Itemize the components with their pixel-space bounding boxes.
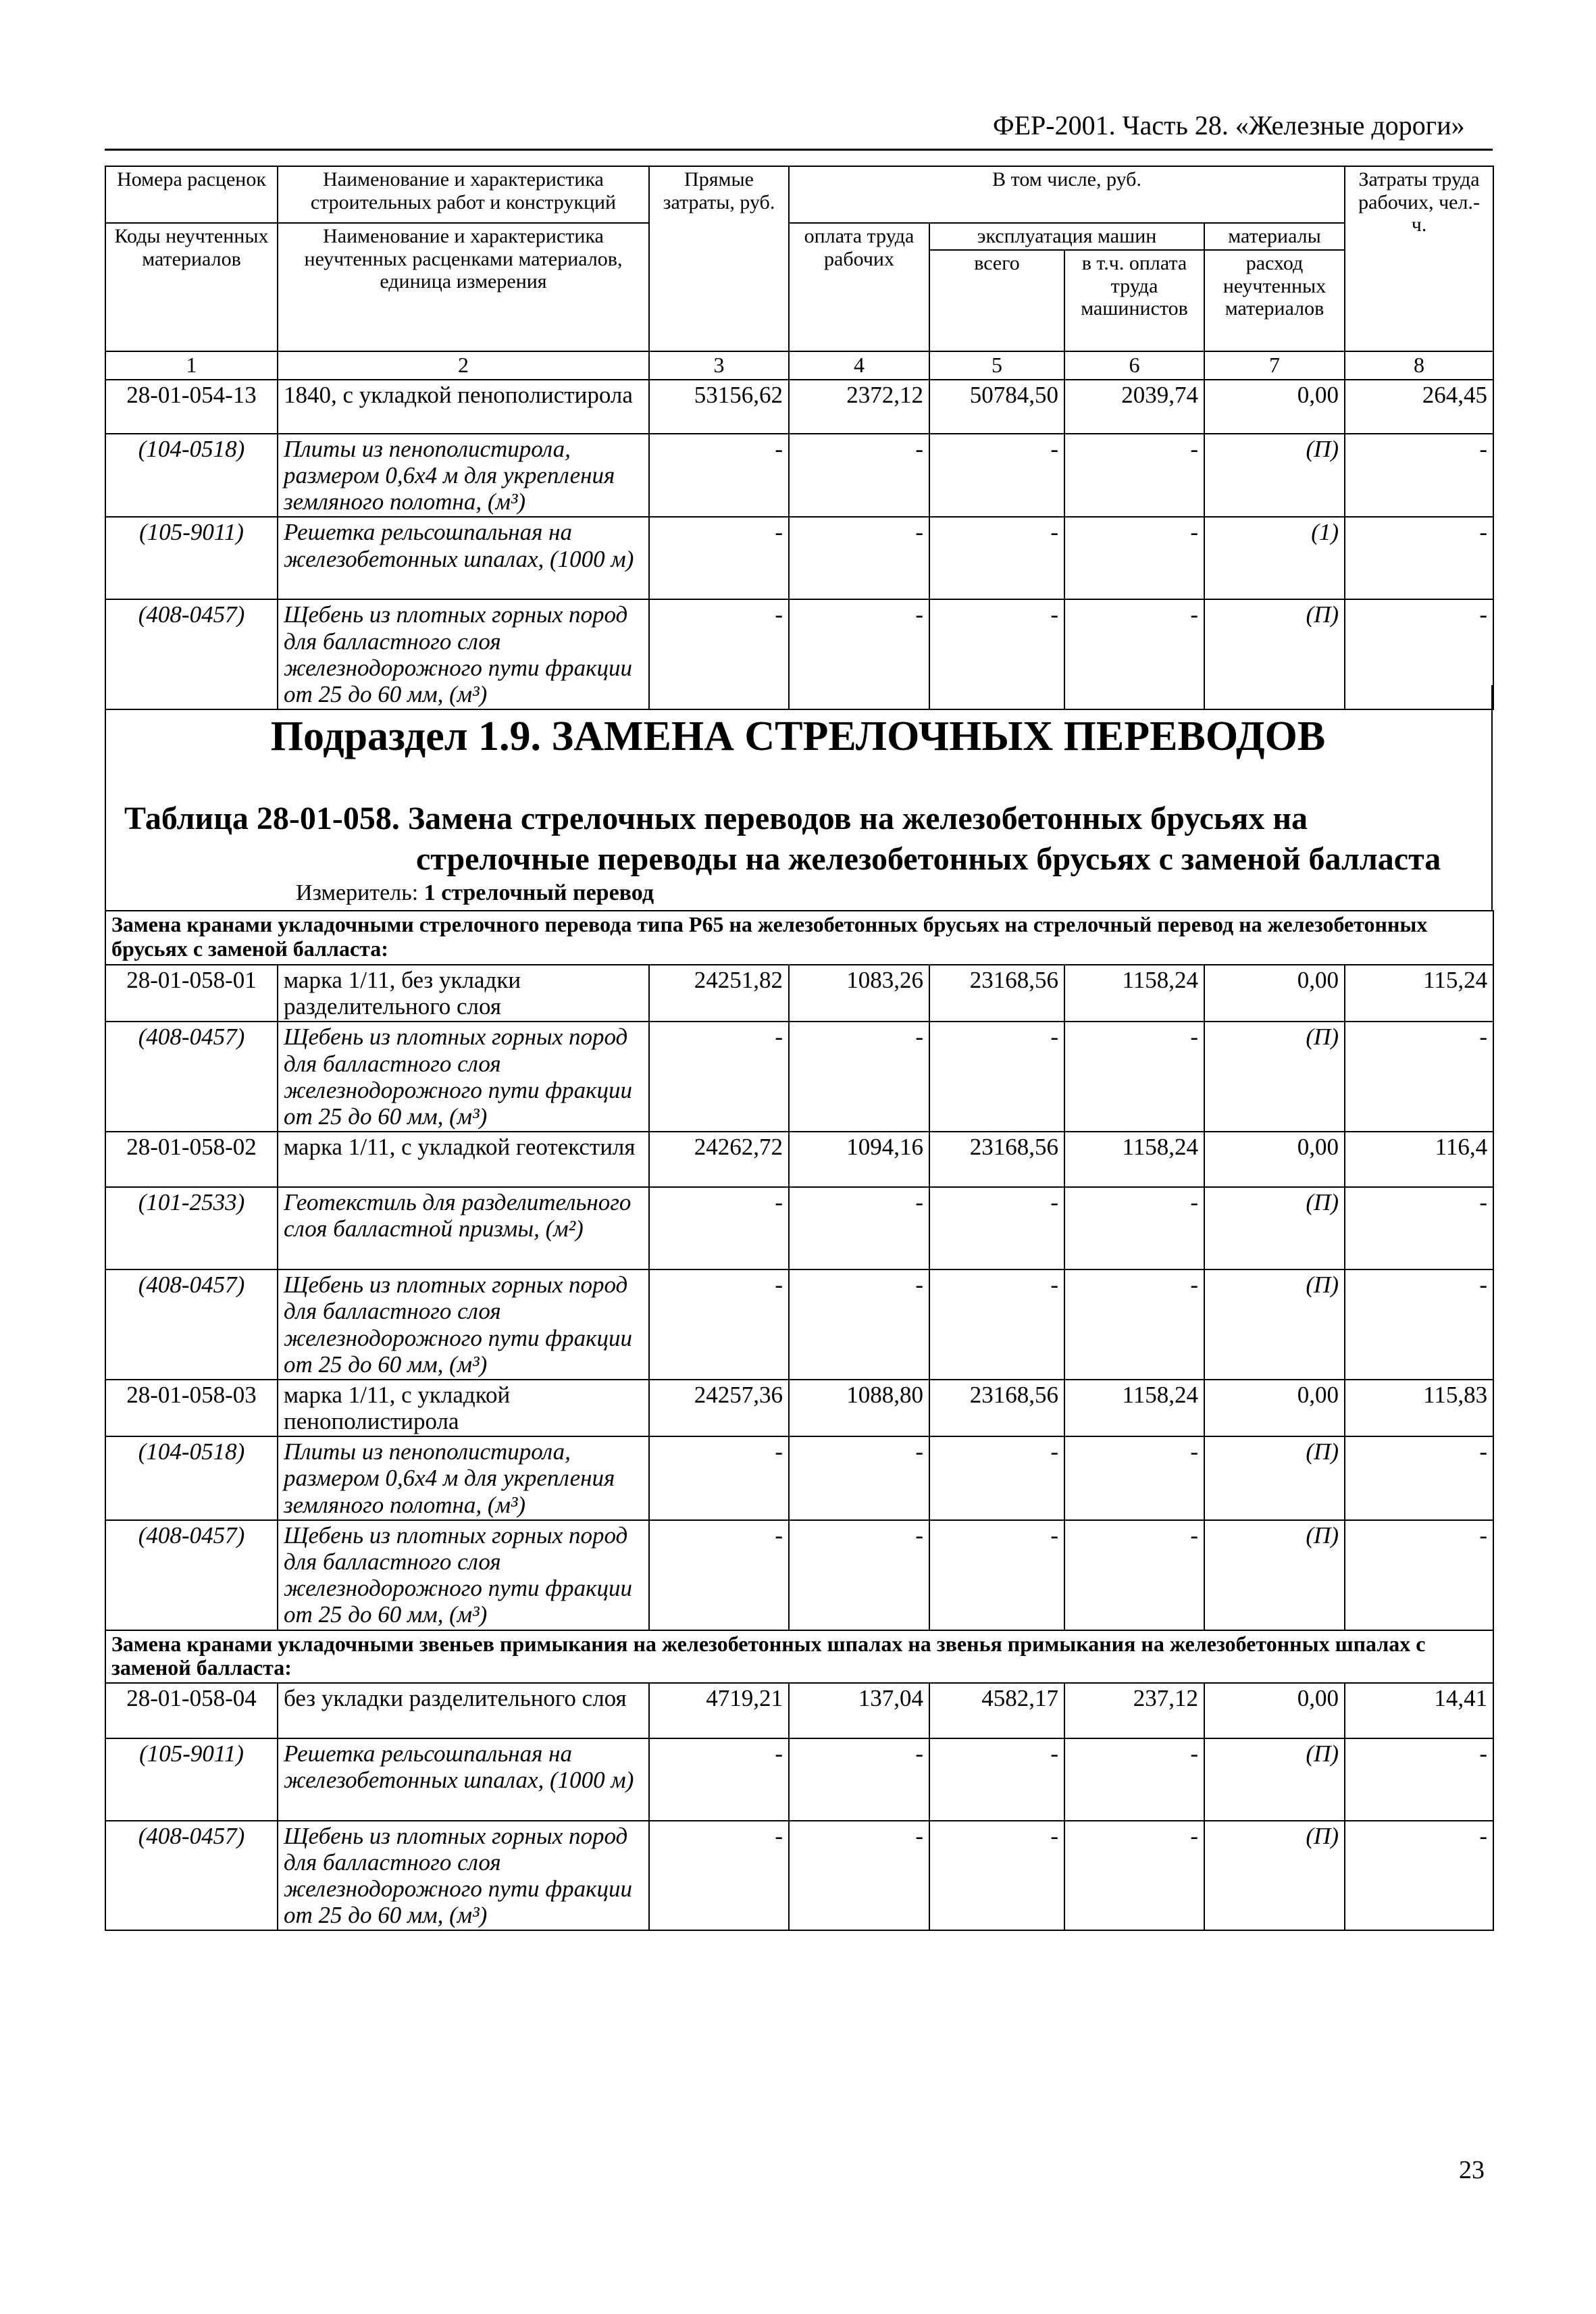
dash: -: [1064, 1187, 1204, 1269]
worker-pay: 1088,80: [789, 1380, 929, 1436]
dash: -: [929, 1436, 1064, 1520]
material-row: [105, 1738, 1493, 1821]
dash: -: [1064, 599, 1204, 709]
category-title: Замена кранами укладочными звеньев примыкания на железобетонных шпалах на звенья примыкания на железобетонных шпалах с заменой балласта:: [105, 1630, 1493, 1683]
dash: -: [649, 599, 789, 709]
rate-name: без укладки разделительного слоя: [278, 1683, 649, 1738]
header-worker-pay: оплата труда рабочих: [789, 223, 929, 351]
dash: -: [789, 1187, 929, 1269]
worker-pay: 137,04: [789, 1683, 929, 1738]
dash: -: [649, 1738, 789, 1821]
machinist-pay: 1158,24: [1064, 965, 1204, 1022]
material-name: Щебень из плотных горных пород для балластного слоя железнодорожного пути фракции от 25 до 60 мм, (м³): [278, 1520, 649, 1630]
header-unaccounted-materials: расход неучтенных материалов: [1204, 250, 1345, 351]
dash: -: [1064, 1520, 1204, 1630]
dash: -: [1345, 1520, 1493, 1630]
material-name: Плиты из пенополистирола, размером 0,6х4 м для укрепления земляного полотна, (м³): [278, 1436, 649, 1520]
material-mark: (П): [1204, 1269, 1345, 1380]
dash: -: [649, 1269, 789, 1380]
table-row: [105, 1132, 1493, 1187]
rate-name: марка 1/11, с укладкой пенополистирола: [278, 1380, 649, 1436]
column-number: 2: [278, 351, 649, 380]
direct-costs: 24262,72: [649, 1132, 789, 1187]
rate-code: 28-01-058-04: [105, 1683, 278, 1738]
material-name: Щебень из плотных горных пород для балластного слоя железнодорожного пути фракции от 25 до 60 мм, (м³): [278, 1022, 649, 1132]
direct-costs: 24257,36: [649, 1380, 789, 1436]
worker-pay: 2372,12: [789, 380, 929, 434]
measure-value: 1 стрелочный перевод: [423, 880, 654, 905]
material-row: [105, 1269, 1493, 1380]
column-numbers-row: [105, 351, 1493, 380]
materials-value: 0,00: [1204, 1132, 1345, 1187]
dash: -: [1345, 434, 1493, 518]
material-mark: (П): [1204, 1187, 1345, 1269]
column-number: 4: [789, 351, 929, 380]
dash: -: [789, 599, 929, 709]
material-row: [105, 1022, 1493, 1132]
material-row: [105, 517, 1493, 599]
material-code: (408-0457): [105, 1269, 278, 1380]
materials-value: 0,00: [1204, 1380, 1345, 1436]
material-code: (408-0457): [105, 1821, 278, 1931]
dash: -: [649, 1187, 789, 1269]
machines-total: 4582,17: [929, 1683, 1064, 1738]
header-labor-hours: Затраты труда рабочих, чел.-ч.: [1345, 166, 1493, 351]
header-machinist-pay: в т.ч. оплата труда машинистов: [1064, 250, 1204, 351]
dash: -: [1064, 434, 1204, 518]
rate-name: марка 1/11, без укладки разделительного слоя: [278, 965, 649, 1022]
dash: -: [929, 1520, 1064, 1630]
dash: -: [1345, 517, 1493, 599]
labor-hours: 115,83: [1345, 1380, 1493, 1436]
material-row: [105, 1187, 1493, 1269]
dash: -: [649, 1022, 789, 1132]
labor-hours: 115,24: [1345, 965, 1493, 1022]
dash: -: [1064, 1738, 1204, 1821]
machinist-pay: 1158,24: [1064, 1132, 1204, 1187]
material-name: Плиты из пенополистирола, размером 0,6х4 м для укрепления земляного полотна, (м³): [278, 434, 649, 518]
measure-label: Измеритель:: [296, 880, 419, 905]
dash: -: [1345, 1738, 1493, 1821]
machines-total: 23168,56: [929, 1132, 1064, 1187]
header-machines: эксплуатация машин: [929, 223, 1204, 250]
dash: -: [929, 599, 1064, 709]
dash: -: [1345, 1269, 1493, 1380]
column-number: 7: [1204, 351, 1345, 380]
machinist-pay: 1158,24: [1064, 1380, 1204, 1436]
section-title: Подраздел 1.9. ЗАМЕНА СТРЕЛОЧНЫХ ПЕРЕВОДОВ: [270, 713, 1326, 759]
column-number: 1: [105, 351, 278, 380]
header-machines-total: всего: [929, 250, 1064, 351]
table-title-line1: Таблица 28-01-058. Замена стрелочных переводов на железобетонных брусьях на: [124, 801, 1308, 836]
material-name: Решетка рельсошпальная на железобетонных шпалах, (1000 м): [278, 517, 649, 599]
header-direct-costs: Прямые затраты, руб.: [649, 166, 789, 351]
dash: -: [1064, 1022, 1204, 1132]
header-work-name: Наименование и характеристика строительных работ и конструкций: [278, 166, 649, 223]
worker-pay: 1083,26: [789, 965, 929, 1022]
rate-name: 1840, с укладкой пенополистирола: [278, 380, 649, 434]
material-name: Решетка рельсошпальная на железобетонных шпалах, (1000 м): [278, 1738, 649, 1821]
labor-hours: 14,41: [1345, 1683, 1493, 1738]
header-in-that-number: В том числе, руб.: [789, 166, 1345, 223]
material-code: (105-9011): [105, 517, 278, 599]
labor-hours: 264,45: [1345, 380, 1493, 434]
direct-costs: 4719,21: [649, 1683, 789, 1738]
dash: -: [789, 1738, 929, 1821]
dash: -: [649, 1821, 789, 1931]
rate-code: 28-01-058-01: [105, 965, 278, 1022]
measure: [296, 880, 654, 906]
material-mark: (1): [1204, 517, 1345, 599]
machines-total: 50784,50: [929, 380, 1064, 434]
material-row: [105, 434, 1493, 518]
dash: -: [1345, 599, 1493, 709]
dash: -: [1064, 1436, 1204, 1520]
machines-total: 23168,56: [929, 1380, 1064, 1436]
rate-code: 28-01-058-03: [105, 1380, 278, 1436]
category-title: Замена кранами укладочными стрелочного перевода типа Р65 на железобетонных брусьях на стрелочный перевод на железобетонных брусьях с заменой балласта:: [105, 911, 1493, 965]
material-row: [105, 1520, 1493, 1630]
page-header: ФЕР-2001. Часть 28. «Железные дороги»: [993, 110, 1465, 141]
rate-code: 28-01-058-02: [105, 1132, 278, 1187]
category-row: [105, 1630, 1493, 1683]
header-rule: [105, 149, 1493, 151]
rate-code: 28-01-054-13: [105, 380, 278, 434]
machinist-pay: 2039,74: [1064, 380, 1204, 434]
dash: -: [649, 517, 789, 599]
dash: -: [1345, 1436, 1493, 1520]
material-row: [105, 1436, 1493, 1520]
dash: -: [1064, 517, 1204, 599]
direct-costs: 24251,82: [649, 965, 789, 1022]
material-mark: (П): [1204, 599, 1345, 709]
dash: -: [789, 434, 929, 518]
table-row: [105, 380, 1493, 434]
header-material-name: Наименование и характеристика неучтенных расценками материалов, единица измерения: [278, 223, 649, 351]
material-code: (101-2533): [105, 1187, 278, 1269]
direct-costs: 53156,62: [649, 380, 789, 434]
material-mark: (П): [1204, 1436, 1345, 1520]
table-title-line2: стрелочные переводы на железобетонных брусьях с заменой балласта: [416, 841, 1441, 877]
material-name: Щебень из плотных горных пород для балластного слоя железнодорожного пути фракции от 25 до 60 мм, (м³): [278, 599, 649, 709]
column-number: 3: [649, 351, 789, 380]
material-code: (408-0457): [105, 1520, 278, 1630]
dash: -: [789, 517, 929, 599]
dash: -: [649, 1436, 789, 1520]
column-number: 5: [929, 351, 1064, 380]
rate-name: марка 1/11, с укладкой геотекстиля: [278, 1132, 649, 1187]
material-code: (104-0518): [105, 1436, 278, 1520]
header-material-codes: Коды неучтенных материалов: [105, 223, 278, 351]
materials-value: 0,00: [1204, 380, 1345, 434]
materials-value: 0,00: [1204, 1683, 1345, 1738]
table-row: [105, 1380, 1493, 1436]
rates-table-top: [105, 166, 1494, 710]
page-number: 23: [1459, 2156, 1485, 2184]
material-code: (408-0457): [105, 599, 278, 709]
material-name: Щебень из плотных горных пород для балластного слоя железнодорожного пути фракции от 25 до 60 мм, (м³): [278, 1269, 649, 1380]
dash: -: [789, 1269, 929, 1380]
column-number: 6: [1064, 351, 1204, 380]
dash: -: [789, 1022, 929, 1132]
dash: -: [649, 434, 789, 518]
table-title: [124, 799, 1441, 880]
machines-total: 23168,56: [929, 965, 1064, 1022]
material-mark: (П): [1204, 1022, 1345, 1132]
dash: -: [929, 1738, 1064, 1821]
table-row: [105, 1683, 1493, 1738]
dash: -: [1064, 1821, 1204, 1931]
dash: -: [789, 1436, 929, 1520]
material-name: Геотекстиль для разделительного слоя балластной призмы, (м²): [278, 1187, 649, 1269]
category-row: [105, 911, 1493, 965]
dash: -: [929, 434, 1064, 518]
dash: -: [649, 1520, 789, 1630]
dash: -: [1064, 1269, 1204, 1380]
material-name: Щебень из плотных горных пород для балластного слоя железнодорожного пути фракции от 25 до 60 мм, (м³): [278, 1821, 649, 1931]
header-rate-numbers: Номера расценок: [105, 166, 278, 223]
dash: -: [1345, 1022, 1493, 1132]
dash: -: [929, 1022, 1064, 1132]
material-mark: (П): [1204, 1738, 1345, 1821]
dash: -: [789, 1821, 929, 1931]
column-number: 8: [1345, 351, 1493, 380]
dash: -: [929, 1821, 1064, 1931]
dash: -: [929, 517, 1064, 599]
material-code: (408-0457): [105, 1022, 278, 1132]
dash: -: [1345, 1187, 1493, 1269]
material-mark: (П): [1204, 1821, 1345, 1931]
rates-table-058: [105, 910, 1494, 1931]
material-code: (105-9011): [105, 1738, 278, 1821]
material-row: [105, 1821, 1493, 1931]
dash: -: [929, 1269, 1064, 1380]
dash: -: [1345, 1821, 1493, 1931]
worker-pay: 1094,16: [789, 1132, 929, 1187]
machinist-pay: 237,12: [1064, 1683, 1204, 1738]
material-mark: (П): [1204, 1520, 1345, 1630]
header-materials: материалы: [1204, 223, 1345, 250]
table-row: [105, 965, 1493, 1022]
dash: -: [789, 1520, 929, 1630]
dash: -: [929, 1187, 1064, 1269]
labor-hours: 116,4: [1345, 1132, 1493, 1187]
materials-value: 0,00: [1204, 965, 1345, 1022]
header-subrow: [105, 223, 1493, 250]
material-mark: (П): [1204, 434, 1345, 518]
material-code: (104-0518): [105, 434, 278, 518]
